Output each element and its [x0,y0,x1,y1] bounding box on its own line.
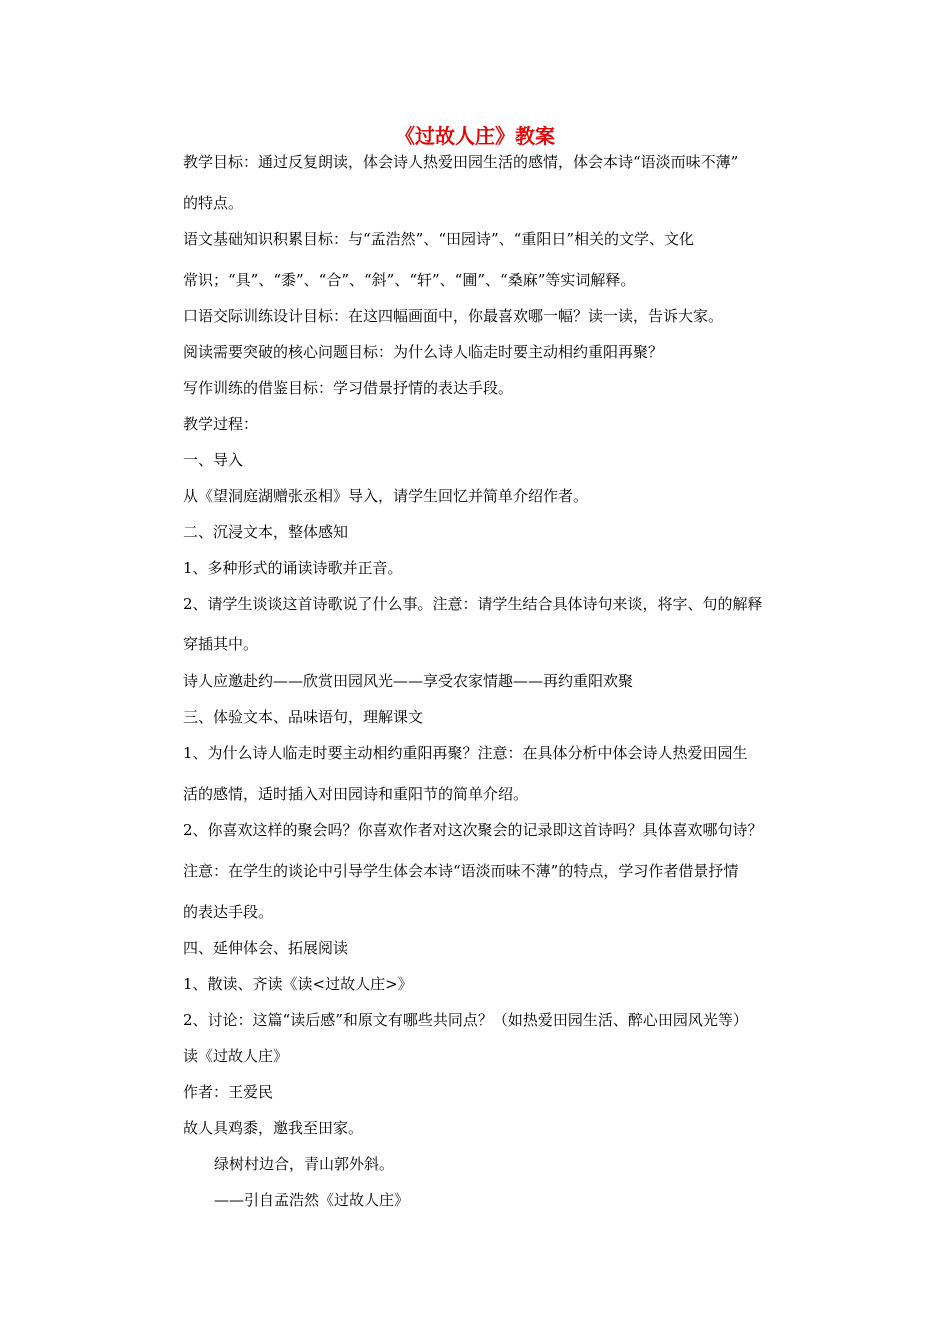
text-line-2-2: 2、请学生谈谈这首诗歌说了什么事。注意：请学生结合具体诗句来谈，将字、句的解释 [183,595,763,613]
section-heading-1: 一、导入 [183,451,244,469]
section-heading-4: 四、延伸体会、拓展阅读 [183,939,349,957]
text-line-3-2: 2、你喜欢这样的聚会吗？你喜欢作者对这次聚会的记录即这首诗吗？具体喜欢哪句诗？ [183,821,763,839]
document-title: 《过故人庄》教案 [395,124,555,148]
text-line-3-2-cont: 的表达手段。 [183,903,274,921]
text-line-objective-cont: 的特点。 [183,194,244,212]
text-line-knowledge-cont: 常识；“具”、“黍”、“合”、“斜”、“轩”、“圃”、“桑麻”等实词解释。 [183,271,636,289]
text-line-objective: 教学目标：通过反复朗读，体会诗人热爱田园生活的感情，体会本诗“语淡而味不薄” [183,153,739,171]
text-line-writing: 写作训练的借鉴目标：学习借景抒情的表达手段。 [183,379,514,397]
section-heading-2: 二、沉浸文本，整体感知 [183,523,349,541]
poem-citation: ——引自孟浩然《过故人庄》 [214,1191,410,1209]
poem-line-2: 绿树村边合，青山郭外斜。 [214,1155,395,1173]
text-line-oral: 口语交际训练设计目标：在这四幅画面中，你最喜欢哪一幅？读一读，告诉大家。 [183,307,724,325]
text-line-4-1: 1、散读、齐读《读<过故人庄>》 [183,975,413,993]
text-line-3-1-cont: 活的感情，适时插入对田园诗和重阳节的简单介绍。 [183,785,529,803]
text-line-4-2: 2、讨论：这篇“读后感”和原文有哪些共同点？（如热爱田园生活、醉心田园风光等） [183,1011,748,1029]
text-line-2-2-cont: 穿插其中。 [183,635,259,653]
text-line-3-2-note: 注意：在学生的谈论中引导学生体会本诗“语淡而味不薄”的特点，学习作者借景抒情 [183,862,739,880]
text-line-essay-title: 读《过故人庄》 [183,1047,289,1065]
section-heading-3: 三、体验文本、品味语句，理解课文 [183,708,424,726]
text-line-author: 作者：王爱民 [183,1083,274,1101]
text-line-intro: 从《望洞庭湖赠张丞相》导入，请学生回忆并简单介绍作者。 [183,487,589,505]
text-line-reading: 阅读需要突破的核心问题目标：为什么诗人临走时要主动相约重阳再聚？ [183,343,664,361]
text-line-2-1: 1、多种形式的诵读诗歌并正音。 [183,559,403,577]
text-line-process: 教学过程： [183,415,259,433]
text-line-knowledge: 语文基础知识积累目标：与“孟浩然”、“田园诗”、“重阳日”相关的文学、文化 [183,230,695,248]
text-line-flow: 诗人应邀赴约——欣赏田园风光——享受农家情趣——再约重阳欢聚 [183,672,634,690]
poem-line-1: 故人具鸡黍，邀我至田家。 [183,1119,364,1137]
text-line-3-1: 1、为什么诗人临走时要主动相约重阳再聚？注意：在具体分析中体会诗人热爱田园生 [183,744,748,762]
